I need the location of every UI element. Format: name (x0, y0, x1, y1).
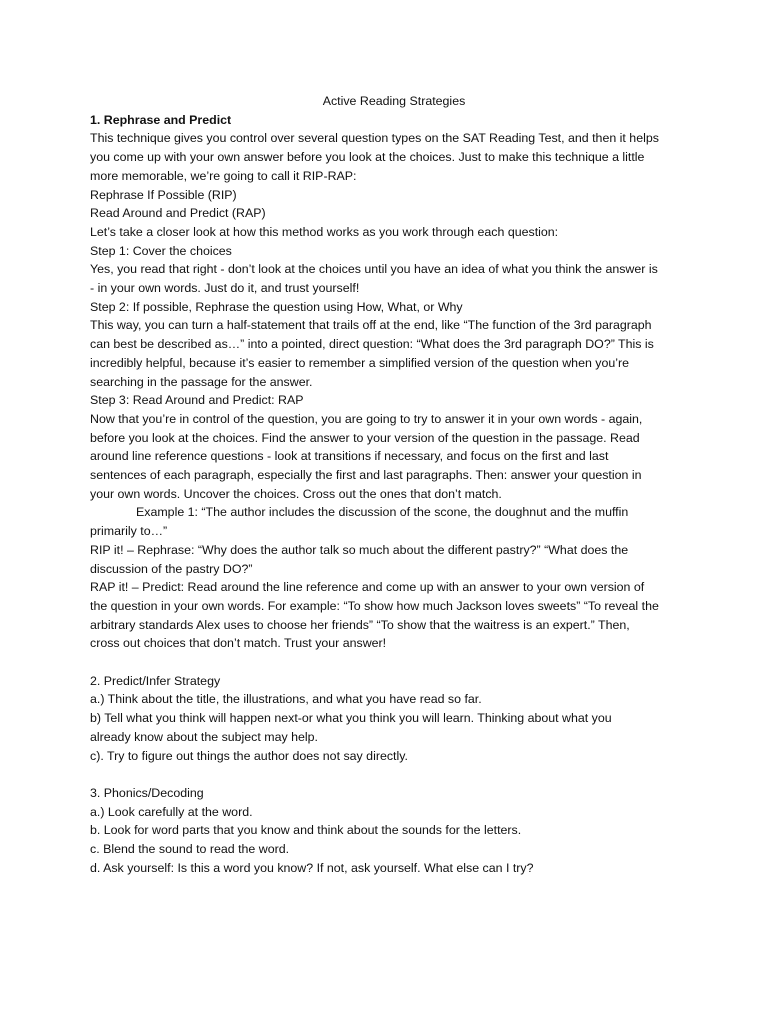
section-2-line: already know about the subject may help. (90, 729, 318, 744)
closer-look-line: Let’s take a closer look at how this method works as you work through each question: (90, 224, 559, 239)
rap-it-line: arbitrary standards Alex uses to choose her friends” “To show that the waitress is an expert.” Then, (90, 617, 630, 632)
section-1-intro-line: This technique gives you control over several question types on the SAT Reading Test, and then it helps (90, 131, 659, 146)
step-1-line: Yes, you read that right - don’t look at the choices until you have an idea of what you think the answer is (90, 262, 658, 277)
step-1-heading: Step 1: Cover the choices (90, 243, 232, 258)
rap-it-line: the question in your own words. For example: “To show how much Jackson loves sweets” “To reveal the (90, 598, 659, 613)
rip-it-line: RIP it! – Rephrase: “Why does the author talk so much about the different pastry?” “What does the (90, 542, 629, 557)
step-2-line: searching in the passage for the answer. (90, 374, 313, 389)
section-1-heading: 1. Rephrase and Predict (90, 112, 232, 127)
rap-it-line: cross out choices that don’t match. Trust your answer! (90, 636, 387, 651)
section-1-intro-line: more memorable, we’re going to call it RIP-RAP: (90, 168, 357, 183)
section-3-line: c. Blend the sound to read the word. (90, 842, 290, 857)
section-spacer (90, 765, 690, 784)
step-3-line: sentences of each paragraph, especially the first and last paragraphs. Then: answer your question in (90, 468, 642, 483)
example-line: primarily to…” (90, 524, 168, 539)
section-2-line: b) Tell what you think will happen next-or what you think you will learn. Thinking about what you (90, 711, 612, 726)
step-3-line: Now that you’re in control of the question, you are going to try to answer it in your own words - again, (90, 411, 643, 426)
rip-definition: Rephrase If Possible (RIP) (90, 187, 237, 202)
step-1-line: - in your own words. Just do it, and trust yourself! (90, 281, 360, 296)
section-3-line: b. Look for word parts that you know and think about the sounds for the letters. (90, 823, 522, 838)
step-3-line: your own words. Uncover the choices. Cross out the ones that don’t match. (90, 486, 502, 501)
document-page (90, 92, 690, 878)
step-2-line: incredibly helpful, because it’s easier to remember a simplified version of the question when you’re (90, 355, 630, 370)
section-2-line: a.) Think about the title, the illustrations, and what you have read so far. (90, 692, 482, 707)
document-title: Active Reading Strategies (322, 94, 466, 108)
section-3-line: a.) Look carefully at the word. (90, 804, 253, 819)
step-2-line: can best be described as…” into a pointed, direct question: “What does the 3rd paragraph DO?” This is (90, 337, 654, 352)
section-3-heading: 3. Phonics/Decoding (90, 785, 204, 800)
step-3-line: around line reference questions - look at transitions if necessary, and focus on the first and last (90, 449, 609, 464)
section-1-intro-line: you come up with your own answer before you look at the choices. Just to make this technique a little (90, 150, 645, 165)
section-2-heading: 2. Predict/Infer Strategy (90, 673, 221, 688)
rap-definition: Read Around and Predict (RAP) (90, 206, 266, 221)
rip-it-line: discussion of the pastry DO?” (90, 561, 253, 576)
rap-it-line: RAP it! – Predict: Read around the line reference and come up with an answer to your own version of (90, 580, 645, 595)
step-2-line: This way, you can turn a half-statement that trails off at the end, like “The function of the 3rd paragraph (90, 318, 652, 333)
step-3-heading: Step 3: Read Around and Predict: RAP (90, 393, 304, 408)
example-line: Example 1: “The author includes the discussion of the scone, the doughnut and the muffin (136, 505, 629, 520)
step-3-line: before you look at the choices. Find the answer to your version of the question in the passage. Read (90, 430, 640, 445)
section-spacer (90, 653, 690, 672)
section-3-line: d. Ask yourself: Is this a word you know? If not, ask yourself. What else can I try? (90, 860, 534, 875)
step-2-heading: Step 2: If possible, Rephrase the question using How, What, or Why (90, 299, 463, 314)
section-2-line: c). Try to figure out things the author does not say directly. (90, 748, 408, 763)
